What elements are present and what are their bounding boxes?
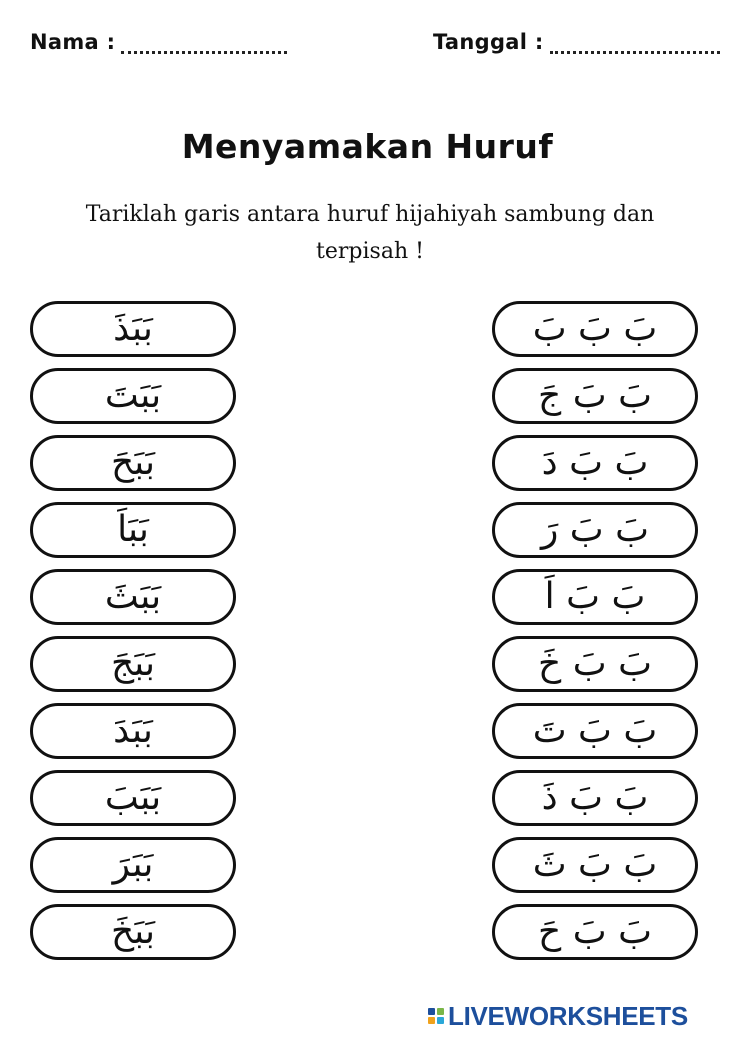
separate-letter-pill[interactable] xyxy=(492,301,698,357)
separate-letter-text: بَ بَ اَ xyxy=(544,576,646,617)
separate-letter-text: بَ بَ جَ xyxy=(538,375,652,416)
liveworksheets-branding xyxy=(428,1002,688,1030)
separate-letter-pill[interactable] xyxy=(492,904,698,960)
joined-letter-text: بَبَدَ xyxy=(113,710,153,751)
joined-letter-text: بَبَخَ xyxy=(110,911,156,952)
logo-square xyxy=(437,1008,444,1015)
separate-letter-text: بَ بَ ثَ xyxy=(532,844,658,885)
separate-letter-pill[interactable] xyxy=(492,703,698,759)
separate-letter-text: بَ بَ تَ xyxy=(532,710,658,751)
joined-letter-pill[interactable] xyxy=(30,770,236,826)
separate-letter-text: بَ بَ بَ xyxy=(532,308,658,349)
separate-letter-text: بَ بَ ذَ xyxy=(541,777,649,818)
joined-letter-pill[interactable] xyxy=(30,368,236,424)
logo-square xyxy=(428,1008,435,1015)
name-label: Nama : xyxy=(30,30,116,54)
separate-letter-text: بَ بَ حَ xyxy=(538,911,652,952)
separate-letter-pill[interactable] xyxy=(492,368,698,424)
separate-letter-text: بَ بَ خَ xyxy=(538,643,652,684)
separate-letter-pill[interactable] xyxy=(492,502,698,558)
date-field xyxy=(433,30,720,54)
joined-letter-pill[interactable] xyxy=(30,837,236,893)
joined-letter-text: بَبَاَ xyxy=(117,509,149,550)
joined-letter-text: بَبَجَ xyxy=(110,643,156,684)
date-label: Tanggal : xyxy=(433,30,544,54)
joined-letter-text: بَبَحَ xyxy=(110,442,156,483)
liveworksheets-logo-icon xyxy=(428,1008,444,1024)
joined-letter-pill[interactable] xyxy=(30,301,236,357)
logo-square xyxy=(437,1017,444,1024)
separate-letters-column xyxy=(492,301,698,971)
joined-letter-pill[interactable] xyxy=(30,502,236,558)
liveworksheets-wordmark: LIVEWORKSHEETS xyxy=(448,1000,688,1031)
joined-letters-column xyxy=(30,301,236,971)
name-field xyxy=(30,30,287,54)
worksheet-title: Menyamakan Huruf xyxy=(181,127,554,166)
joined-letter-pill[interactable] xyxy=(30,636,236,692)
joined-letter-text: بَبَبَ xyxy=(104,777,162,818)
joined-letter-pill[interactable] xyxy=(30,904,236,960)
joined-letter-text: بَبَتَ xyxy=(104,375,162,416)
logo-square xyxy=(428,1017,435,1024)
separate-letter-pill[interactable] xyxy=(492,435,698,491)
separate-letter-text: بَ بَ رَ xyxy=(540,509,650,550)
separate-letter-pill[interactable] xyxy=(492,569,698,625)
joined-letter-pill[interactable] xyxy=(30,435,236,491)
joined-letter-pill[interactable] xyxy=(30,569,236,625)
separate-letter-pill[interactable] xyxy=(492,770,698,826)
date-blank-line[interactable] xyxy=(550,37,720,54)
separate-letter-pill[interactable] xyxy=(492,837,698,893)
separate-letter-pill[interactable] xyxy=(492,636,698,692)
joined-letter-text: بَبَثَ xyxy=(104,576,162,617)
joined-letter-text: بَبَذَ xyxy=(113,308,153,349)
joined-letter-pill[interactable] xyxy=(30,703,236,759)
joined-letter-text: بَبَرَ xyxy=(112,844,154,885)
separate-letter-text: بَ بَ دَ xyxy=(541,442,649,483)
instruction-text: Tariklah garis antara huruf hijahiyah sambung dan terpisah ! xyxy=(85,202,655,264)
name-blank-line[interactable] xyxy=(121,37,287,54)
